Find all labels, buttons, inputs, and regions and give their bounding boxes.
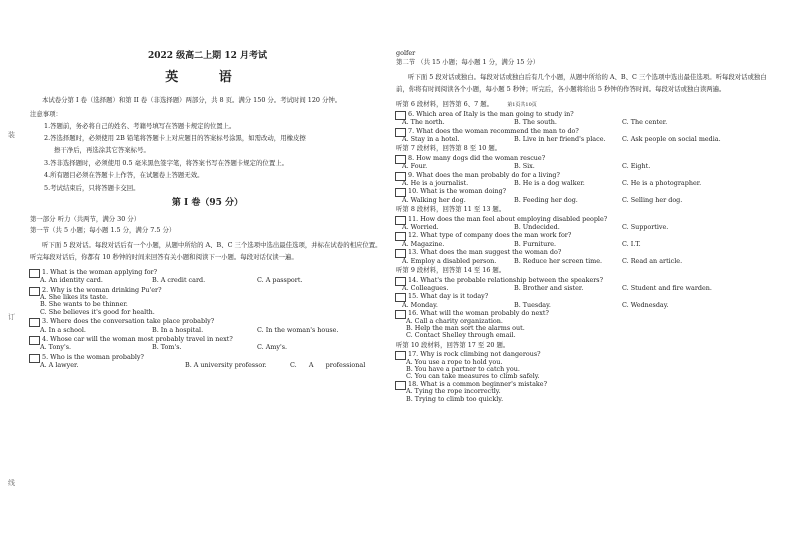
option-a: A. An identity card.	[40, 276, 103, 285]
option-b: B. Brother and sister.	[514, 283, 584, 292]
page-number: 第1页共10页	[507, 101, 537, 108]
option-b: B. A credit card.	[152, 276, 206, 285]
answer-box[interactable]	[395, 155, 406, 164]
binding-mark-3: 线	[8, 479, 15, 487]
option-c: C. Amy's.	[257, 343, 288, 352]
option-a: A. Call a charity organization.	[406, 316, 503, 325]
question-13	[396, 249, 776, 264]
option-a: A. The north.	[402, 118, 445, 127]
question-15	[396, 293, 776, 308]
option-a: A. In a school.	[40, 325, 86, 334]
option-c: C. Ask people on social media.	[622, 135, 721, 143]
question-stem: 14. What's the probable relationship between the speakers?	[408, 275, 603, 284]
option-b: B. Trying to climb too quickly.	[406, 394, 504, 403]
question-stem: 11. How does the man feel about employing disabled people?	[408, 214, 608, 223]
answer-box[interactable]	[29, 318, 40, 327]
option-a: A. Tying the rope incorrectly.	[406, 387, 501, 396]
section-one-instructions: 听下面 5 段对话。每段对话后有一个小题，从题中所给的 A、B、C 三个选项中选出最佳选项，并标在试卷的相应位置。听完每段对话后，你都有 10 秒钟的时间来回答有关小题和阅读下一小题。每段对话仅读一遍。	[30, 240, 382, 262]
section-one-title: 第一节（共 5 小题；每小题 1.5 分，满分 7.5 分）	[30, 226, 176, 235]
answer-box[interactable]	[395, 310, 406, 319]
intro-text: 本试卷分第 I 卷（选择题）和第 II 卷（非选择题）两部分，共 8 页。满分 150 分。考试时间 120 分钟。	[42, 96, 342, 104]
option-b: B. Feeding her dog.	[514, 195, 578, 204]
carry-over-text: golfer	[396, 49, 416, 57]
left-column	[30, 50, 385, 372]
material-9-label: 听第 9 段材料，回答第 14 至 16 题。	[396, 266, 506, 275]
question-10	[396, 188, 776, 203]
question-3	[30, 318, 385, 333]
option-b: B. You have a partner to catch you.	[406, 364, 520, 373]
option-a: A. Worried.	[402, 223, 439, 232]
option-b: B. Tuesday.	[514, 300, 551, 309]
question-stem: 17. Why is rock climbing not dangerous?	[408, 350, 541, 359]
option-c: C. Selling her dog.	[622, 195, 683, 204]
exam-title: 2022 级高二上期 12 月考试	[148, 51, 267, 61]
option-c: C. I.T.	[622, 239, 641, 248]
note-4: 4.所有题目必须在答题卡上作答，在试题卷上答题无效。	[44, 171, 204, 180]
option-b: B. Undecided.	[514, 223, 560, 232]
option-b: B. Help the man sort the alarms out.	[406, 323, 525, 332]
option-a: A. Employ a disabled person.	[402, 256, 497, 265]
answer-box[interactable]	[29, 354, 40, 363]
question-5	[30, 354, 385, 369]
question-stem: 6. Which area of Italy is the man going to study in?	[408, 109, 574, 118]
option-b: B. In a hospital.	[152, 325, 204, 334]
question-9	[396, 172, 776, 187]
section-two-instructions: 听下面 5 段对话或独白。每段对话或独白后有几个小题，从题中所给的 A、B、C 三个选项中选出最佳选项。听每段对话或独白前，你将有时间阅读各个小题，每小题 5 秒钟；听完后，各小题将给出 5 秒钟的作答时间。每段对话或独白读两遍。	[396, 72, 767, 94]
answer-box[interactable]	[395, 249, 406, 258]
answer-box[interactable]	[395, 172, 406, 181]
question-16	[396, 310, 776, 339]
answer-box[interactable]	[395, 277, 406, 286]
note-5: 5.考试结束后，只将答题卡交回。	[44, 183, 140, 192]
option-c: C. The center.	[622, 118, 668, 127]
answer-box[interactable]	[395, 128, 406, 137]
question-stem: 15. What day is it today?	[408, 292, 489, 301]
option-a: A. He is a journalist.	[402, 179, 469, 188]
right-column	[396, 50, 776, 403]
option-a: A. Four.	[402, 162, 428, 171]
material-8-label: 听第 8 段材料，回答第 11 至 13 题。	[396, 205, 506, 214]
option-c: C. You can take measures to climb safely.	[406, 372, 540, 381]
option-c: C. Contact Shelley through email.	[406, 331, 516, 340]
question-12	[396, 232, 776, 247]
option-a: A. Monday.	[402, 300, 438, 309]
option-c: C. Read an article.	[622, 256, 683, 265]
question-4	[30, 336, 385, 351]
binding-mark-1: 装	[8, 131, 15, 139]
part-one-title: 第一部分 听力（共两节，满分 30 分）	[30, 215, 141, 224]
note-1: 1.答题前，务必将自己的姓名、考籍号填写在答题卡规定的位置上。	[44, 121, 236, 130]
option-b: B. Tom's.	[152, 343, 182, 352]
option-b: B. Live in her friend's place.	[514, 135, 606, 143]
answer-box[interactable]	[395, 232, 406, 241]
note-2: 2.答选择题时，必须使用 2B 铅笔将答题卡上对应题目的答案标号涂黑，如需改动，用橡皮擦	[44, 133, 306, 142]
question-stem: 18. What is a common beginner's mistake?	[408, 379, 548, 388]
option-a: A. Tony's.	[40, 343, 72, 352]
material-6-label: 听第 6 段材料，回答第 6、7 题。 第1页共10页	[396, 99, 537, 108]
option-a: A. Walking her dog.	[402, 195, 466, 204]
answer-box[interactable]	[29, 269, 40, 278]
option-c: C. A passport.	[257, 276, 303, 285]
notes-title: 注意事项：	[30, 110, 62, 119]
question-7	[396, 128, 776, 143]
answer-box[interactable]	[395, 188, 406, 197]
question-17	[396, 351, 776, 380]
question-stem: 5. Who is the woman probably?	[42, 352, 144, 361]
question-18	[396, 381, 776, 402]
question-stem: 4. Whose car will the woman most probably travel in next?	[42, 335, 233, 344]
question-stem: 2. Why is the woman drinking Pu'er?	[42, 285, 162, 294]
question-stem: 16. What will the woman probably do next?	[408, 309, 549, 318]
volume-title: 第 I 卷（95 分）	[171, 198, 244, 209]
option-c: C. Eight.	[622, 162, 651, 171]
binding-mark-2: 订	[8, 313, 15, 321]
question-11	[396, 216, 776, 231]
question-stem: 10. What is the woman doing?	[408, 187, 507, 196]
option-a: A. Stay in a hotel.	[402, 135, 460, 143]
answer-box[interactable]	[29, 287, 40, 296]
question-stem: 8. How many dogs did the woman rescue?	[408, 153, 546, 162]
option-c: C. In the woman's house.	[257, 325, 339, 334]
note-3: 3.答非选择题时，必须使用 0.5 毫米黑色签字笔，将答案书写在答题卡规定的位置上。	[44, 158, 288, 167]
question-stem: 3. Where does the conversation take place probably?	[42, 317, 215, 326]
option-c: C. Supportive.	[622, 223, 669, 232]
option-c: C. He is a photographer.	[622, 179, 702, 188]
question-8	[396, 155, 776, 170]
question-14	[396, 277, 776, 292]
option-c: C. Student and fire warden.	[622, 283, 712, 292]
option-b: B. Furniture.	[514, 239, 557, 248]
option-b: B. He is a dog walker.	[514, 179, 585, 188]
option-a: A. Colleagues.	[402, 283, 449, 292]
question-stem: 1. What is the woman applying for?	[42, 267, 158, 276]
question-1	[30, 269, 385, 284]
question-stem: 9. What does the man probably do for a living?	[408, 170, 560, 179]
answer-box[interactable]	[395, 351, 406, 360]
option-a: A. Magazine.	[402, 239, 445, 248]
option-b: B. The south.	[514, 118, 557, 127]
answer-box[interactable]	[395, 216, 406, 225]
question-stem: 12. What type of company does the man work for?	[408, 231, 572, 240]
option-c: C. A professional	[290, 361, 366, 370]
option-c: C. She believes it's good for health.	[40, 307, 155, 316]
answer-box[interactable]	[29, 336, 40, 345]
option-b: B. Six.	[514, 162, 535, 171]
answer-box[interactable]	[395, 111, 406, 120]
question-stem: 7. What does the woman recommend the man to do?	[408, 126, 579, 135]
question-stem: 13. What does the man suggest the woman do?	[408, 248, 562, 257]
option-b: B. A university professor.	[185, 361, 267, 370]
subject-title: 英 语	[165, 70, 250, 85]
option-a: A. A lawyer.	[40, 361, 79, 370]
option-b: B. She wants to be thinner.	[40, 300, 128, 309]
option-a: A. You use a rope to hold you.	[406, 357, 503, 366]
option-a: A. She likes its taste.	[40, 293, 109, 302]
question-6	[396, 111, 776, 126]
answer-box[interactable]	[395, 381, 406, 390]
note-2-cont: 擦干净后，再选涂其它答案标号。	[54, 146, 150, 155]
answer-box[interactable]	[395, 293, 406, 302]
question-2	[30, 287, 385, 316]
material-7-label: 听第 7 段材料，回答第 8 至 10 题。	[396, 144, 502, 153]
option-c: C. Wednesday.	[622, 300, 669, 309]
option-b: B. Reduce her screen time.	[514, 256, 603, 265]
section-two-title: 第二节 （共 15 小题；每小题 1 分，满分 15 分）	[396, 58, 540, 67]
material-10-label: 听第 10 段材料，回答第 17 至 20 题。	[396, 340, 510, 349]
